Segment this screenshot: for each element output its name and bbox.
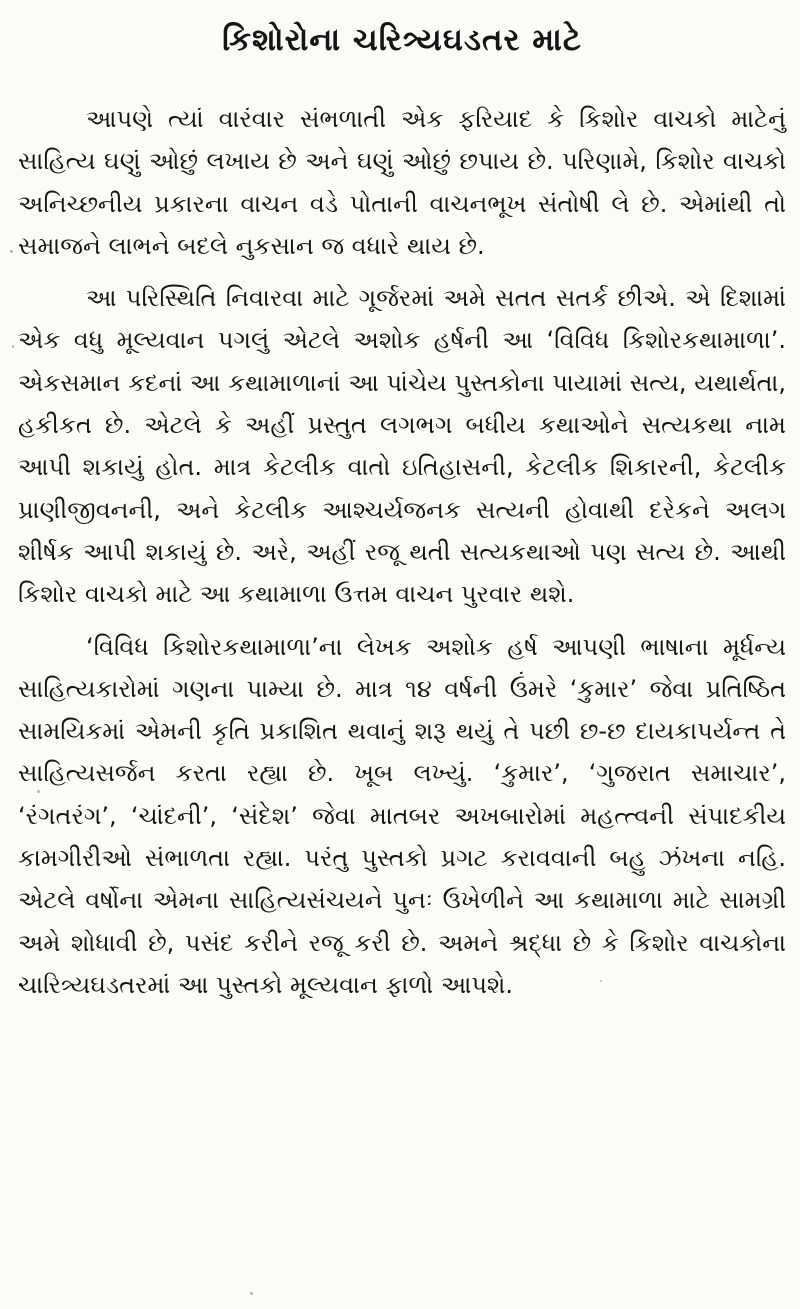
scan-speck	[520, 815, 523, 817]
paragraph-2: આ પરિસ્થિતિ નિવારવા માટે ગૂર્જરમાં અમે સતત સતર્ક છીએ. એ દિશામાં એક વધુ મૂલ્યવાન પગલું એટલે અશોક હર્ષની આ ‘વિવિધ કિશોરકથામાળા’. એકસમાન કદનાં આ કથામાળાનાં આ પાંચેય પુસ્તકોના પાયામાં સત્ય, યથાર્થતા, હકીકત છે. એટલે કે અહીં પ્રસ્તુત લગભગ બધીય કથાઓને સત્યકથા નામ આપી શકાયું હોત. માત્ર કેટલીક વાતો ઇતિહાસની, કેટલીક શિકારની, કેટલીક પ્રાણીજીવનની, અને કેટલીક આશ્ચર્યજનક સત્યની હોવાથી દરેકને અલગ શીર્ષક આપી શકાયું છે. અરે, અહીં રજૂ થતી સત્યકથાઓ પણ સત્ય છે. આથી કિશોર વાચકો માટે આ કથામાળા ઉત્તમ વાચન પુરવાર થશે.	[18, 284, 786, 609]
scan-speck	[12, 345, 14, 348]
page-title: કિશોરોના ચરિત્ર્યઘડતર માટે	[222, 22, 582, 58]
scan-speck	[250, 1292, 253, 1295]
article-body	[18, 98, 786, 1006]
scan-speck	[600, 980, 602, 982]
paragraph-1: આપણે ત્યાં વારંવાર સંભળાતી એક ફરિયાદ કે કિશોર વાચકો માટેનું સાહિત્ય ઘણું ઓછું લખાય છે અને ઘણું ઓછું છપાય છે. પરિણામે, કિશોર વાચકો અનિચ્છનીય પ્રકારના વાચન વડે પોતાની વાચનભૂખ સંતોષી લે છે. એમાંથી તો સમાજને લાભને બદલે નુકસાન જ વધારે થાય છે.	[18, 105, 786, 260]
scan-speck	[37, 790, 40, 793]
paragraph-3: ‘વિવિધ કિશોરકથામાળા’ના લેખક અશોક હર્ષ આપણી ભાષાના મૂર્ધન્ય સાહિત્યકારોમાં ગણના પામ્યા છે. માત્ર ૧૪ વર્ષની ઉંમરે ‘કુમાર’ જેવા પ્રતિષ્ઠિત સામયિકમાં એમની કૃતિ પ્રકાશિત થવાનું શરૂ થયું તે પછી છ-છ દાયકાપર્યન્ત તે સાહિત્યસર્જન કરતા રહ્યા છે. ખૂબ લખ્યું. ‘કુમાર’, ‘ગુજરાત સમાચાર’, ‘રંગતરંગ’, ‘ચાંદની’, ‘સંદેશ’ જેવા માતબર અખબારોમાં મહત્ત્વની સંપાદકીય કામગીરીઓ સંભાળતા રહ્યા. પરંતુ પુસ્તકો પ્રગટ કરાવવાની બહુ ઝંખના નહિ. એટલે વર્ષોના એમના સાહિત્યસંચયને પુનઃ ઉખેળીને આ કથામાળા માટે સામગ્રી અમે શોધાવી છે, પસંદ કરીને રજૂ કરી છે. અમને શ્રદ્ધા છે કે કિશોર વાચકોના ચારિત્ર્યઘડતરમાં આ પુસ્તકો મૂલ્યવાન ફાળો આપશે.	[18, 632, 786, 999]
scan-speck	[10, 250, 13, 253]
